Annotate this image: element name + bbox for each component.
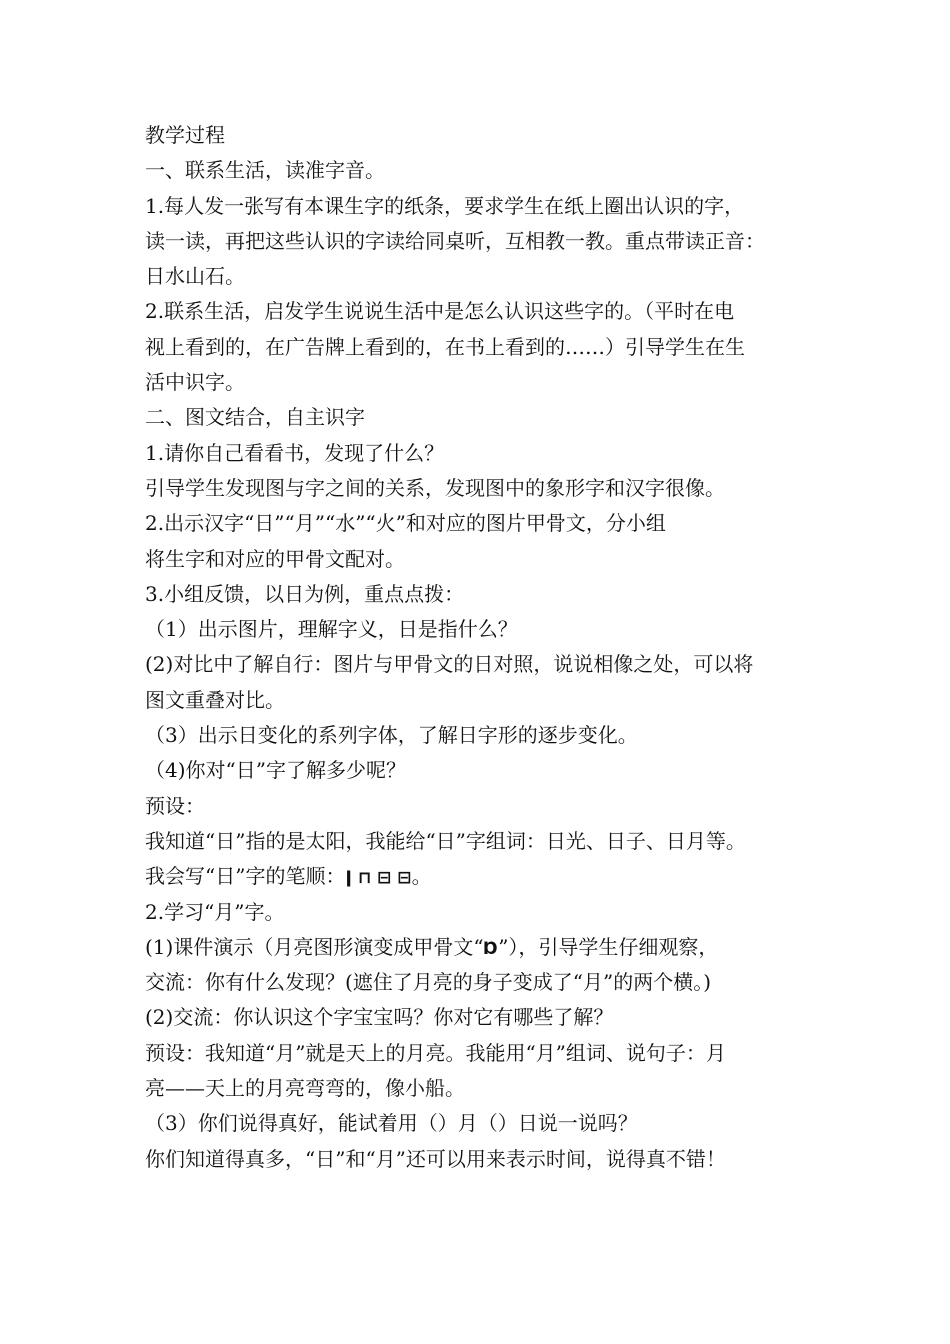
paragraph-line: 活中识字。 [145, 370, 245, 395]
moon-demo-line [145, 930, 835, 965]
paragraph-line: （4)你对“日”字了解多少呢？ [145, 758, 406, 783]
paragraph-line: 2.出示汉字“日”“月”“水”“火”和对应的图片甲骨文，分小组 [145, 511, 666, 536]
paragraph-line: 亮——天上的月亮弯弯的，像小船。 [145, 1076, 465, 1101]
paragraph-line: 1.每人发一张写有本课生字的纸条，要求学生在纸上圈出认识的字， [145, 193, 745, 218]
paragraph-line: 预设：我知道“月”就是天上的月亮。我能用“月”组词、说句子：月 [145, 1040, 726, 1065]
stroke-order-glyphs: ǀ ⊓ ⊟ ⊟ [345, 868, 412, 889]
paragraph-line: 我知道“日”指的是太阳，我能给“日”字组词：日光、日子、日月等。 [145, 828, 746, 853]
section-heading-2: 二、图文结合，自主识字 [145, 405, 365, 430]
paragraph-line: 预设： [145, 793, 205, 818]
paragraph-line: 引导学生发现图与字之间的关系，发现图中的象形字和汉字很像。 [145, 475, 725, 500]
paragraph-line: 将生字和对应的甲骨文配对。 [145, 546, 405, 571]
heading-teaching-process: 教学过程 [145, 123, 225, 147]
section-heading-1: 一、联系生活，读准字音。 [145, 158, 385, 183]
moon-demo-text: (1)课件演示（月亮图形演变成甲骨文“ [145, 934, 484, 959]
paragraph-line: （3）出示日变化的系列字体，了解日字形的逐步变化。 [145, 723, 638, 748]
paragraph-line: (2)对比中了解自行：图片与甲骨文的日对照，说说相像之处，可以将 [145, 652, 754, 677]
paragraph-line: 2.联系生活，启发学生说说生活中是怎么认识这些字的。（平时在电 [145, 299, 735, 324]
paragraph-line: 你们知道得真多，“日”和“月”还可以用来表示时间，说得真不错！ [145, 1146, 726, 1171]
paragraph-line: 读一读，再把这些认识的字读给同桌听，互相教一教。重点带读正音： [145, 228, 765, 253]
stroke-order-line [145, 859, 835, 894]
stroke-order-text: 我会写“日”字的笔顺： [145, 864, 346, 889]
paragraph-line: (2)交流：你认识这个字宝宝吗？你对它有哪些了解？ [145, 1005, 614, 1030]
moon-oracle-glyph: Ɒ [483, 938, 499, 959]
paragraph-line: 1.请你自己看看书，发现了什么？ [145, 440, 445, 465]
paragraph-line: 交流：你有什么发现？(遮住了月亮的身子变成了“月”的两个横。) [145, 970, 712, 995]
paragraph-line: 2.学习“月”字。 [145, 899, 285, 924]
paragraph-line: 日水山石。 [145, 264, 245, 289]
document-body [145, 118, 835, 1177]
paragraph-line: 图文重叠对比。 [145, 687, 285, 712]
paragraph-line: （3）你们说得真好，能试着用（）月（）日说一说吗？ [145, 1111, 638, 1136]
paragraph-line: （1）出示图片，理解字义，日是指什么？ [145, 617, 518, 642]
moon-demo-end: ”），引导学生仔细观察， [498, 934, 719, 959]
paragraph-line: 3.小组反馈，以日为例，重点点拨： [145, 581, 465, 606]
stroke-order-end: 。 [411, 864, 432, 889]
paragraph-line: 视上看到的，在广告牌上看到的，在书上看到的……）引导学生在生 [145, 334, 745, 359]
